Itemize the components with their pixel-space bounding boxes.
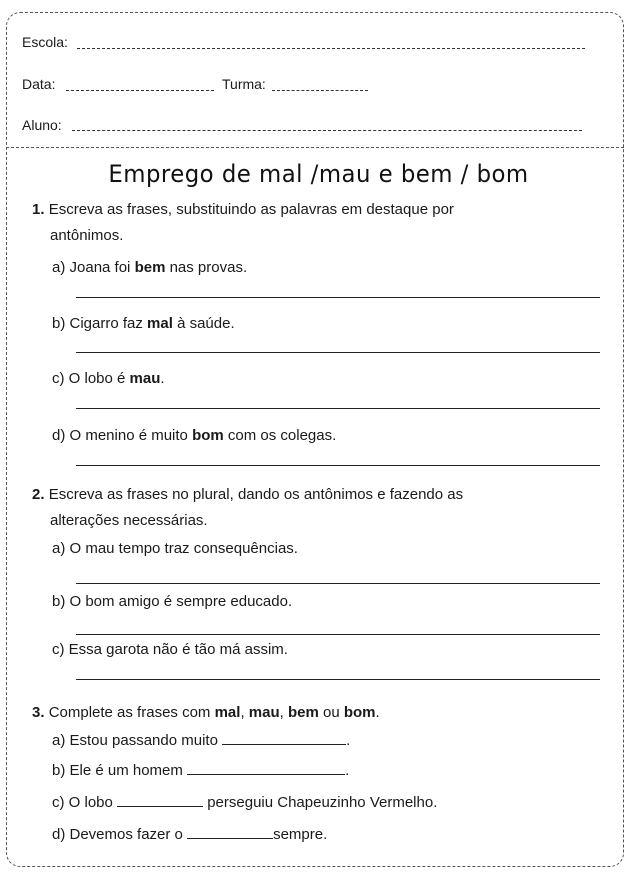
q3-blank-c[interactable] xyxy=(117,794,203,807)
q2-item-c: c) Essa garota não é tão má assim. xyxy=(52,641,288,658)
q2-prompt-text: Escreva as frases no plural, dando os antônimos e fazendo as xyxy=(48,486,464,503)
q1-item-b: b) Cigarro faz mal à saúde. xyxy=(52,315,235,332)
page-title: Emprego de mal /mau e bem / bom xyxy=(108,160,529,188)
class-label: Turma: xyxy=(222,76,266,92)
school-label: Escola: xyxy=(22,34,68,50)
q1-answer-line-a[interactable] xyxy=(76,297,600,298)
q3-item-c: c) O lobo perseguiu Chapeuzinho Vermelho. xyxy=(52,794,438,811)
q3-item-a: a) Estou passando muito . xyxy=(52,732,351,749)
class-field[interactable] xyxy=(272,90,368,91)
date-label: Data: xyxy=(22,76,56,92)
q3-item-b: b) Ele é um homem . xyxy=(52,762,350,779)
q2-answer-line-c[interactable] xyxy=(76,679,600,680)
q1-number: 1. xyxy=(32,201,45,218)
q3-item-d: d) Devemos fazer o sempre. xyxy=(52,826,328,843)
q2-answer-line-b[interactable] xyxy=(76,634,600,635)
q1-answer-line-c[interactable] xyxy=(76,408,600,409)
student-label: Aluno: xyxy=(22,117,62,133)
q1-item-c: c) O lobo é mau. xyxy=(52,370,165,387)
q3-blank-d[interactable] xyxy=(187,826,273,839)
q3-blank-a[interactable] xyxy=(222,732,346,745)
student-field[interactable] xyxy=(72,130,582,131)
q2-prompt-line1 xyxy=(32,483,463,507)
q2-item-a: a) O mau tempo traz consequências. xyxy=(52,540,298,557)
q2-number: 2. xyxy=(32,486,45,503)
header-separator xyxy=(6,147,624,148)
q2-prompt-line2: alterações necessárias. xyxy=(50,512,208,529)
q1-item-d: d) O menino é muito bom com os colegas. xyxy=(52,427,337,444)
q2-item-b: b) O bom amigo é sempre educado. xyxy=(52,593,293,610)
q1-answer-line-b[interactable] xyxy=(76,352,600,353)
q3-number: 3. xyxy=(32,704,45,721)
q1-item-a: a) Joana foi bem nas provas. xyxy=(52,259,248,276)
q1-prompt-line2: antônimos. xyxy=(50,227,124,244)
date-field[interactable] xyxy=(66,90,214,91)
q2-answer-line-a[interactable] xyxy=(76,583,600,584)
q3-prompt: 3. Complete as frases com mal, mau, bem ou bom. xyxy=(32,704,380,721)
q1-prompt-line1 xyxy=(32,198,454,222)
q3-blank-b[interactable] xyxy=(187,762,345,775)
school-field[interactable] xyxy=(77,48,585,49)
q1-prompt-text: Escreva as frases, substituindo as palavras em destaque por xyxy=(48,201,454,218)
q1-answer-line-d[interactable] xyxy=(76,465,600,466)
